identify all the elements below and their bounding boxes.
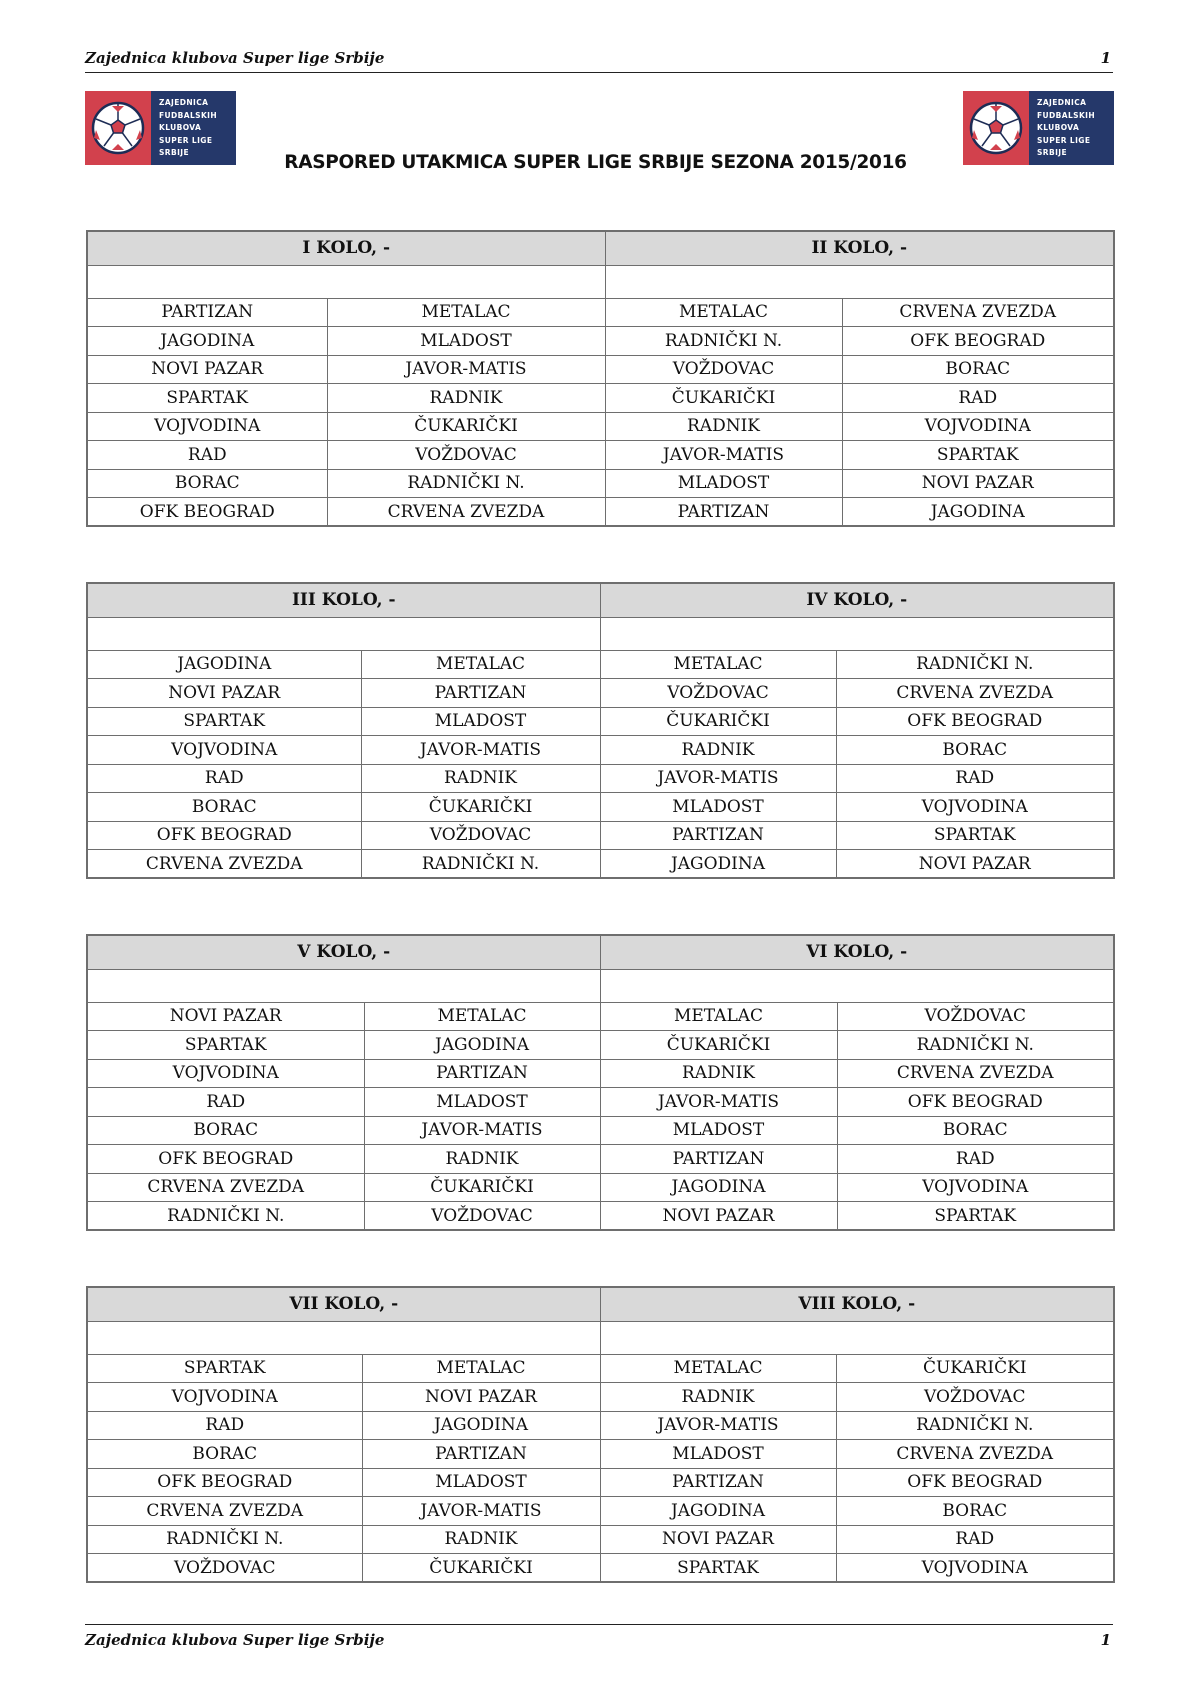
match-row: [87, 1173, 1114, 1202]
home-team: JAVOR-MATIS: [605, 441, 842, 470]
home-team: VOŽDOVAC: [87, 1554, 362, 1583]
home-team: CRVENA ZVEZDA: [87, 1497, 362, 1526]
home-team: OFK BEOGRAD: [87, 498, 327, 527]
away-team: RADNIK: [327, 384, 605, 413]
match-row: [87, 793, 1114, 822]
home-team: RAD: [87, 1088, 364, 1117]
away-team: RAD: [837, 1145, 1114, 1174]
match-row: [87, 1411, 1114, 1440]
away-team: CRVENA ZVEZDA: [327, 498, 605, 527]
home-team: OFK BEOGRAD: [87, 1468, 362, 1497]
away-team: RADNIČKI N.: [837, 1031, 1114, 1060]
away-team: METALAC: [361, 650, 600, 679]
away-team: MLADOST: [327, 327, 605, 356]
away-team: PARTIZAN: [364, 1059, 600, 1088]
match-row: [87, 498, 1114, 527]
header-page-number: 1: [1100, 49, 1111, 67]
round-title: VII KOLO, -: [87, 1287, 600, 1321]
home-team: ČUKARIČKI: [600, 707, 836, 736]
round-date-cell: [87, 1321, 600, 1354]
match-row: [87, 1031, 1114, 1060]
football-icon: [968, 100, 1024, 156]
match-row: [87, 650, 1114, 679]
match-row: [87, 1468, 1114, 1497]
away-team: RADNIK: [364, 1145, 600, 1174]
home-team: MLADOST: [605, 469, 842, 498]
round-title: V KOLO, -: [87, 935, 600, 969]
away-team: RADNIČKI N.: [836, 1411, 1114, 1440]
home-team: NOVI PAZAR: [87, 679, 361, 708]
page-header: [85, 49, 1113, 73]
home-team: SPARTAK: [87, 384, 327, 413]
away-team: PARTIZAN: [362, 1440, 600, 1469]
home-team: JAGODINA: [600, 850, 836, 879]
round-title: VIII KOLO, -: [600, 1287, 1114, 1321]
home-team: JAGODINA: [87, 650, 361, 679]
away-team: OFK BEOGRAD: [836, 707, 1114, 736]
home-team: METALAC: [605, 298, 842, 327]
away-team: METALAC: [364, 1002, 600, 1031]
match-row: [87, 707, 1114, 736]
away-team: CRVENA ZVEZDA: [837, 1059, 1114, 1088]
away-team: NOVI PAZAR: [836, 850, 1114, 879]
away-team: OFK BEOGRAD: [842, 327, 1114, 356]
home-team: PARTIZAN: [600, 821, 836, 850]
away-team: SPARTAK: [836, 821, 1114, 850]
match-row: [87, 1440, 1114, 1469]
match-row: [87, 1497, 1114, 1526]
home-team: PARTIZAN: [600, 1468, 836, 1497]
away-team: VOŽDOVAC: [361, 821, 600, 850]
match-row: [87, 355, 1114, 384]
away-team: VOJVODINA: [842, 412, 1114, 441]
away-team: OFK BEOGRAD: [836, 1468, 1114, 1497]
match-row: [87, 298, 1114, 327]
away-team: ČUKARIČKI: [836, 1354, 1114, 1383]
home-team: MLADOST: [600, 1440, 836, 1469]
round-date-cell: [87, 265, 605, 298]
round-title: II KOLO, -: [605, 231, 1114, 265]
match-row: [87, 1116, 1114, 1145]
home-team: JAGODINA: [600, 1497, 836, 1526]
match-row: [87, 384, 1114, 413]
round-date-cell: [605, 265, 1114, 298]
away-team: SPARTAK: [837, 1202, 1114, 1231]
away-team: CRVENA ZVEZDA: [836, 1440, 1114, 1469]
home-team: JAVOR-MATIS: [600, 764, 836, 793]
away-team: BORAC: [837, 1116, 1114, 1145]
round-date-cell: [600, 1321, 1114, 1354]
logo-text: ZAJEDNICA FUDBALSKIH KLUBOVA SUPER LIGE SRBIJE: [1037, 98, 1096, 158]
round-title: I KOLO, -: [87, 231, 605, 265]
away-team: JAVOR-MATIS: [364, 1116, 600, 1145]
away-team: RADNIK: [362, 1525, 600, 1554]
home-team: OFK BEOGRAD: [87, 1145, 364, 1174]
match-row: [87, 441, 1114, 470]
home-team: NOVI PAZAR: [87, 1002, 364, 1031]
home-team: BORAC: [87, 1440, 362, 1469]
away-team: VOJVODINA: [836, 1554, 1114, 1583]
home-team: NOVI PAZAR: [600, 1202, 837, 1231]
away-team: ČUKARIČKI: [327, 412, 605, 441]
home-team: SPARTAK: [600, 1554, 836, 1583]
home-team: RAD: [87, 764, 361, 793]
match-row: [87, 1145, 1114, 1174]
home-team: METALAC: [600, 1002, 837, 1031]
logo-text: ZAJEDNICA FUDBALSKIH KLUBOVA SUPER LIGE SRBIJE: [159, 98, 218, 158]
home-team: BORAC: [87, 1116, 364, 1145]
home-team: NOVI PAZAR: [600, 1525, 836, 1554]
home-team: JAGODINA: [87, 327, 327, 356]
away-team: CRVENA ZVEZDA: [836, 679, 1114, 708]
match-row: [87, 469, 1114, 498]
round-title: VI KOLO, -: [600, 935, 1114, 969]
home-team: RADNIČKI N.: [87, 1525, 362, 1554]
match-row: [87, 764, 1114, 793]
home-team: CRVENA ZVEZDA: [87, 1173, 364, 1202]
away-team: JAVOR-MATIS: [361, 736, 600, 765]
away-team: BORAC: [836, 1497, 1114, 1526]
home-team: RADNIČKI N.: [605, 327, 842, 356]
away-team: JAGODINA: [842, 498, 1114, 527]
away-team: RAD: [836, 1525, 1114, 1554]
match-row: [87, 1383, 1114, 1412]
away-team: RAD: [842, 384, 1114, 413]
home-team: SPARTAK: [87, 1354, 362, 1383]
round-table: [86, 1286, 1115, 1583]
home-team: JAVOR-MATIS: [600, 1411, 836, 1440]
match-row: [87, 1554, 1114, 1583]
home-team: RAD: [87, 441, 327, 470]
away-team: RADNIČKI N.: [836, 650, 1114, 679]
away-team: SPARTAK: [842, 441, 1114, 470]
round-table: [86, 934, 1115, 1231]
document-title: RASPORED UTAKMICA SUPER LIGE SRBIJE SEZONA 2015/2016: [284, 152, 907, 173]
home-team: METALAC: [600, 1354, 836, 1383]
home-team: VOJVODINA: [87, 1059, 364, 1088]
home-team: RADNIK: [600, 1383, 836, 1412]
home-team: VOJVODINA: [87, 412, 327, 441]
match-row: [87, 1525, 1114, 1554]
footer-org: Zajednica klubova Super lige Srbije: [85, 1631, 385, 1649]
footer-page-number: 1: [1100, 1631, 1111, 1649]
match-row: [87, 850, 1114, 879]
away-team: JAVOR-MATIS: [362, 1497, 600, 1526]
home-team: SPARTAK: [87, 1031, 364, 1060]
home-team: PARTIZAN: [600, 1145, 837, 1174]
match-row: [87, 412, 1114, 441]
home-team: JAVOR-MATIS: [600, 1088, 837, 1117]
home-team: ČUKARIČKI: [600, 1031, 837, 1060]
away-team: RAD: [836, 764, 1114, 793]
home-team: PARTIZAN: [87, 298, 327, 327]
away-team: VOJVODINA: [836, 793, 1114, 822]
away-team: RADNIČKI N.: [327, 469, 605, 498]
away-team: NOVI PAZAR: [842, 469, 1114, 498]
home-team: NOVI PAZAR: [87, 355, 327, 384]
match-row: [87, 821, 1114, 850]
home-team: METALAC: [600, 650, 836, 679]
away-team: ČUKARIČKI: [361, 793, 600, 822]
away-team: JAVOR-MATIS: [327, 355, 605, 384]
home-team: RAD: [87, 1411, 362, 1440]
home-team: RADNIK: [600, 1059, 837, 1088]
round-table: [86, 230, 1115, 527]
home-team: MLADOST: [600, 793, 836, 822]
header-org: Zajednica klubova Super lige Srbije: [85, 49, 385, 67]
home-team: PARTIZAN: [605, 498, 842, 527]
home-team: VOJVODINA: [87, 1383, 362, 1412]
home-team: ČUKARIČKI: [605, 384, 842, 413]
away-team: MLADOST: [364, 1088, 600, 1117]
away-team: RADNIK: [361, 764, 600, 793]
home-team: RADNIČKI N.: [87, 1202, 364, 1231]
away-team: VOŽDOVAC: [327, 441, 605, 470]
away-team: JAGODINA: [362, 1411, 600, 1440]
away-team: VOŽDOVAC: [364, 1202, 600, 1231]
home-team: OFK BEOGRAD: [87, 821, 361, 850]
round-title: IV KOLO, -: [600, 583, 1114, 617]
round-date-cell: [600, 969, 1114, 1002]
home-team: BORAC: [87, 793, 361, 822]
away-team: VOJVODINA: [837, 1173, 1114, 1202]
away-team: MLADOST: [361, 707, 600, 736]
match-row: [87, 1002, 1114, 1031]
match-row: [87, 679, 1114, 708]
away-team: MLADOST: [362, 1468, 600, 1497]
home-team: BORAC: [87, 469, 327, 498]
away-team: OFK BEOGRAD: [837, 1088, 1114, 1117]
away-team: VOŽDOVAC: [836, 1383, 1114, 1412]
home-team: VOJVODINA: [87, 736, 361, 765]
match-row: [87, 1059, 1114, 1088]
away-team: PARTIZAN: [361, 679, 600, 708]
away-team: METALAC: [362, 1354, 600, 1383]
away-team: METALAC: [327, 298, 605, 327]
away-team: RADNIČKI N.: [361, 850, 600, 879]
away-team: VOŽDOVAC: [837, 1002, 1114, 1031]
away-team: CRVENA ZVEZDA: [842, 298, 1114, 327]
home-team: SPARTAK: [87, 707, 361, 736]
match-row: [87, 327, 1114, 356]
away-team: ČUKARIČKI: [362, 1554, 600, 1583]
round-date-cell: [87, 969, 600, 1002]
round-title: III KOLO, -: [87, 583, 600, 617]
home-team: RADNIK: [600, 736, 836, 765]
away-team: NOVI PAZAR: [362, 1383, 600, 1412]
home-team: VOŽDOVAC: [605, 355, 842, 384]
match-row: [87, 1088, 1114, 1117]
round-date-cell: [87, 617, 600, 650]
page-footer: [85, 1624, 1113, 1650]
home-team: RADNIK: [605, 412, 842, 441]
away-team: ČUKARIČKI: [364, 1173, 600, 1202]
home-team: VOŽDOVAC: [600, 679, 836, 708]
football-icon: [90, 100, 146, 156]
round-date-cell: [600, 617, 1114, 650]
match-row: [87, 1354, 1114, 1383]
round-table: [86, 582, 1115, 879]
away-team: BORAC: [842, 355, 1114, 384]
home-team: CRVENA ZVEZDA: [87, 850, 361, 879]
match-row: [87, 1202, 1114, 1231]
home-team: MLADOST: [600, 1116, 837, 1145]
away-team: BORAC: [836, 736, 1114, 765]
match-row: [87, 736, 1114, 765]
home-team: JAGODINA: [600, 1173, 837, 1202]
away-team: JAGODINA: [364, 1031, 600, 1060]
